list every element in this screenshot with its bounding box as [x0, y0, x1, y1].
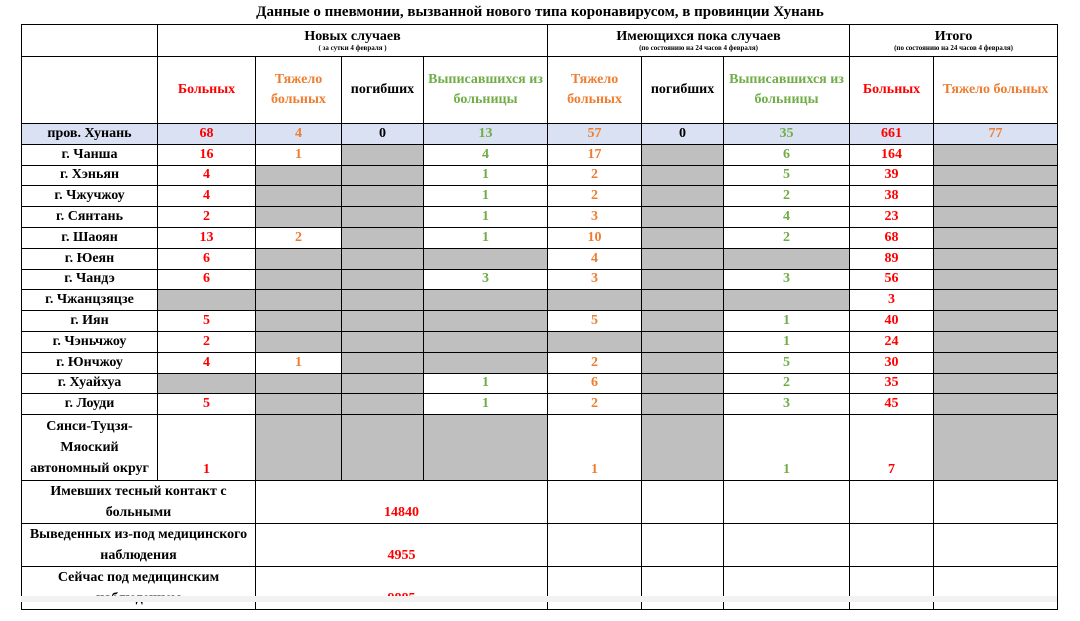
table-cell: 77 [934, 124, 1058, 145]
summary-label: Имевших тесный контакт с больными [22, 481, 256, 524]
empty-cell [724, 567, 850, 610]
col-cur-discharged: Выписавшихся из больницы [724, 57, 850, 124]
table-cell [642, 269, 724, 290]
table-cell: 1 [424, 227, 548, 248]
table-cell [548, 331, 642, 352]
summary-value: 4955 [256, 524, 548, 567]
table-row [22, 352, 1058, 373]
table-row [22, 415, 1058, 481]
page-bottom-shade [21, 596, 1057, 602]
empty-cell [850, 524, 934, 567]
table-cell [642, 415, 724, 481]
empty-cell [642, 567, 724, 610]
table-cell: 6 [158, 248, 256, 269]
group-total [850, 25, 1058, 57]
table-cell [548, 290, 642, 311]
table-cell [424, 331, 548, 352]
region-name: г. Сянтань [22, 207, 158, 228]
table-cell: 6 [724, 144, 850, 165]
table-cell: 89 [850, 248, 934, 269]
col-cur-dead: погибших [642, 57, 724, 124]
table-cell: 68 [158, 124, 256, 145]
table-cell [256, 165, 342, 186]
corner-cell [22, 25, 158, 57]
table-cell [642, 331, 724, 352]
table-cell: 24 [850, 331, 934, 352]
table-cell: 3 [548, 269, 642, 290]
table-cell [256, 186, 342, 207]
table-cell: 3 [724, 394, 850, 415]
table-cell [934, 331, 1058, 352]
table-cell [934, 186, 1058, 207]
empty-cell [548, 524, 642, 567]
table-row [22, 311, 1058, 332]
region-name: г. Чэньчжоу [22, 331, 158, 352]
empty-cell [548, 567, 642, 610]
table-cell [342, 290, 424, 311]
table-cell [642, 394, 724, 415]
table-cell: 1 [256, 144, 342, 165]
table-cell: 2 [548, 352, 642, 373]
summary-row [22, 567, 1058, 610]
table-cell: 3 [424, 269, 548, 290]
table-cell: 1 [724, 415, 850, 481]
table-cell [934, 248, 1058, 269]
table-cell [934, 415, 1058, 481]
col-new-sick: Больных [158, 57, 256, 124]
col-cur-severe: Тяжело больных [548, 57, 642, 124]
table-row [22, 186, 1058, 207]
table-cell [642, 227, 724, 248]
table-cell: 16 [158, 144, 256, 165]
table-cell [642, 144, 724, 165]
group-total-title: Итого [934, 28, 973, 44]
table-cell: 39 [850, 165, 934, 186]
table-cell: 17 [548, 144, 642, 165]
region-name: г. Чандэ [22, 269, 158, 290]
table-row [22, 144, 1058, 165]
page-title: Данные о пневмонии, вызванной нового типа коронавирусом, в провинции Хунань [256, 4, 824, 20]
table-cell: 6 [548, 373, 642, 394]
table-cell [424, 352, 548, 373]
empty-cell [934, 567, 1058, 610]
table-cell [256, 373, 342, 394]
table-cell: 5 [158, 311, 256, 332]
group-current-cases-title: Имеющихся пока случаев [616, 28, 781, 44]
table-cell [342, 165, 424, 186]
table-row [22, 331, 1058, 352]
summary-row [22, 524, 1058, 567]
table-row [22, 269, 1058, 290]
table-cell [342, 373, 424, 394]
table-cell: 1 [724, 331, 850, 352]
table-cell: 2 [548, 394, 642, 415]
table-cell: 1 [424, 186, 548, 207]
table-row [22, 227, 1058, 248]
empty-cell [724, 481, 850, 524]
group-total-note: (по состоянию на 24 часов 4 февраля) [894, 43, 1013, 52]
table-cell: 2 [548, 165, 642, 186]
table-cell [934, 290, 1058, 311]
table-cell [934, 165, 1058, 186]
table-cell [934, 311, 1058, 332]
table-cell [934, 207, 1058, 228]
region-name: г. Хэньян [22, 165, 158, 186]
empty-cell [724, 524, 850, 567]
data-table [21, 24, 1058, 610]
table-cell [724, 290, 850, 311]
table-cell: 3 [548, 207, 642, 228]
table-row [22, 373, 1058, 394]
table-cell [642, 186, 724, 207]
empty-cell [642, 481, 724, 524]
region-name: г. Чжучжоу [22, 186, 158, 207]
table-cell [256, 331, 342, 352]
table-cell [642, 165, 724, 186]
table-cell: 56 [850, 269, 934, 290]
table-cell [256, 311, 342, 332]
table-cell: 1 [424, 207, 548, 228]
table-cell [158, 373, 256, 394]
table-cell [642, 207, 724, 228]
col-new-severe: Тяжело больных [256, 57, 342, 124]
table-cell: 23 [850, 207, 934, 228]
table-cell [256, 248, 342, 269]
table-cell: 4 [424, 144, 548, 165]
region-name: г. Чжанцзяцзе [22, 290, 158, 311]
table-cell: 2 [724, 227, 850, 248]
region-name: Сянси-Туцзя-Мяоский автономный округ [22, 415, 158, 481]
table-cell: 40 [850, 311, 934, 332]
region-name: г. Шаоян [22, 227, 158, 248]
table-cell [342, 207, 424, 228]
table-cell: 2 [548, 186, 642, 207]
table-cell [342, 248, 424, 269]
region-name: г. Иян [22, 311, 158, 332]
empty-cell [642, 524, 724, 567]
table-cell [424, 290, 548, 311]
table-cell: 661 [850, 124, 934, 145]
table-cell [256, 415, 342, 481]
table-cell [642, 290, 724, 311]
region-name: г. Хуайхуа [22, 373, 158, 394]
col-tot-severe: Тяжело больных [934, 57, 1058, 124]
table-cell: 7 [850, 415, 934, 481]
table-cell [934, 373, 1058, 394]
table-cell: 1 [424, 165, 548, 186]
table-cell [642, 352, 724, 373]
empty-cell [850, 567, 934, 610]
province-total-row [22, 124, 1058, 145]
table-cell [424, 415, 548, 481]
table-cell: 1 [424, 373, 548, 394]
group-header-row [22, 25, 1058, 57]
table-cell: 1 [256, 352, 342, 373]
table-cell: 4 [724, 207, 850, 228]
empty-cell [850, 481, 934, 524]
table-cell: 2 [256, 227, 342, 248]
table-cell: 10 [548, 227, 642, 248]
table-cell [342, 394, 424, 415]
table-cell [256, 394, 342, 415]
region-name: пров. Хунань [22, 124, 158, 145]
table-cell: 4 [256, 124, 342, 145]
col-tot-sick: Больных [850, 57, 934, 124]
table-row [22, 207, 1058, 228]
group-current-cases [548, 25, 850, 57]
region-name: г. Юнчжоу [22, 352, 158, 373]
table-cell: 2 [724, 373, 850, 394]
group-new-cases-title: Новых случаев [304, 28, 401, 44]
table-cell: 2 [724, 186, 850, 207]
table-cell [342, 144, 424, 165]
summary-value: 14840 [256, 481, 548, 524]
summary-label: Сейчас под медицинским [22, 567, 256, 610]
table-cell: 5 [724, 165, 850, 186]
table-row [22, 394, 1058, 415]
table-cell: 30 [850, 352, 934, 373]
table-cell [934, 269, 1058, 290]
table-cell [934, 352, 1058, 373]
table-cell [342, 186, 424, 207]
table-cell [934, 227, 1058, 248]
table-cell [256, 207, 342, 228]
table-cell: 5 [548, 311, 642, 332]
table-cell [724, 248, 850, 269]
group-new-cases [158, 25, 548, 57]
table-cell: 4 [158, 186, 256, 207]
group-new-cases-note: ( за сутки 4 февраля ) [318, 43, 387, 52]
table-cell: 1 [158, 415, 256, 481]
table-cell: 5 [724, 352, 850, 373]
table-cell: 35 [724, 124, 850, 145]
corner-cell-2 [22, 57, 158, 124]
table-cell [424, 248, 548, 269]
table-cell: 13 [424, 124, 548, 145]
empty-cell [934, 481, 1058, 524]
table-cell: 68 [850, 227, 934, 248]
table-cell [424, 311, 548, 332]
summary-label: Выведенных из-под медицинского наблюдения [22, 524, 256, 567]
table-cell: 6 [158, 269, 256, 290]
table-cell: 1 [424, 394, 548, 415]
table-cell [642, 248, 724, 269]
table-cell [342, 311, 424, 332]
table-cell: 13 [158, 227, 256, 248]
empty-cell [934, 524, 1058, 567]
table-cell: 0 [642, 124, 724, 145]
table-row [22, 165, 1058, 186]
empty-cell [548, 481, 642, 524]
table-cell [642, 373, 724, 394]
region-name: г. Лоуди [22, 394, 158, 415]
table-cell [934, 144, 1058, 165]
group-current-cases-note: (по состоянию на 24 часов 4 февраля) [639, 43, 758, 52]
table-cell: 4 [158, 165, 256, 186]
table-cell [342, 352, 424, 373]
table-cell [342, 269, 424, 290]
table-cell [342, 331, 424, 352]
table-cell: 3 [724, 269, 850, 290]
table-row [22, 248, 1058, 269]
table-cell [934, 394, 1058, 415]
summary-value [256, 567, 548, 610]
table-cell: 2 [158, 331, 256, 352]
summary-row [22, 481, 1058, 524]
table-cell: 4 [548, 248, 642, 269]
table-cell: 38 [850, 186, 934, 207]
table-cell [342, 227, 424, 248]
table-cell: 3 [850, 290, 934, 311]
table-cell: 1 [548, 415, 642, 481]
table-cell [256, 269, 342, 290]
table-cell: 0 [342, 124, 424, 145]
region-name: г. Чанша [22, 144, 158, 165]
table-cell: 4 [158, 352, 256, 373]
table-cell [256, 290, 342, 311]
table-cell: 164 [850, 144, 934, 165]
table-cell: 57 [548, 124, 642, 145]
table-row [22, 290, 1058, 311]
table-cell [342, 415, 424, 481]
table-cell: 2 [158, 207, 256, 228]
col-new-discharged: Выписавшихся из больницы [424, 57, 548, 124]
col-new-dead: погибших [342, 57, 424, 124]
table-cell: 35 [850, 373, 934, 394]
column-header-row [22, 57, 1058, 124]
region-name: г. Юеян [22, 248, 158, 269]
table-cell: 45 [850, 394, 934, 415]
table-cell [642, 311, 724, 332]
table-cell: 5 [158, 394, 256, 415]
table-cell [158, 290, 256, 311]
table-cell: 1 [724, 311, 850, 332]
